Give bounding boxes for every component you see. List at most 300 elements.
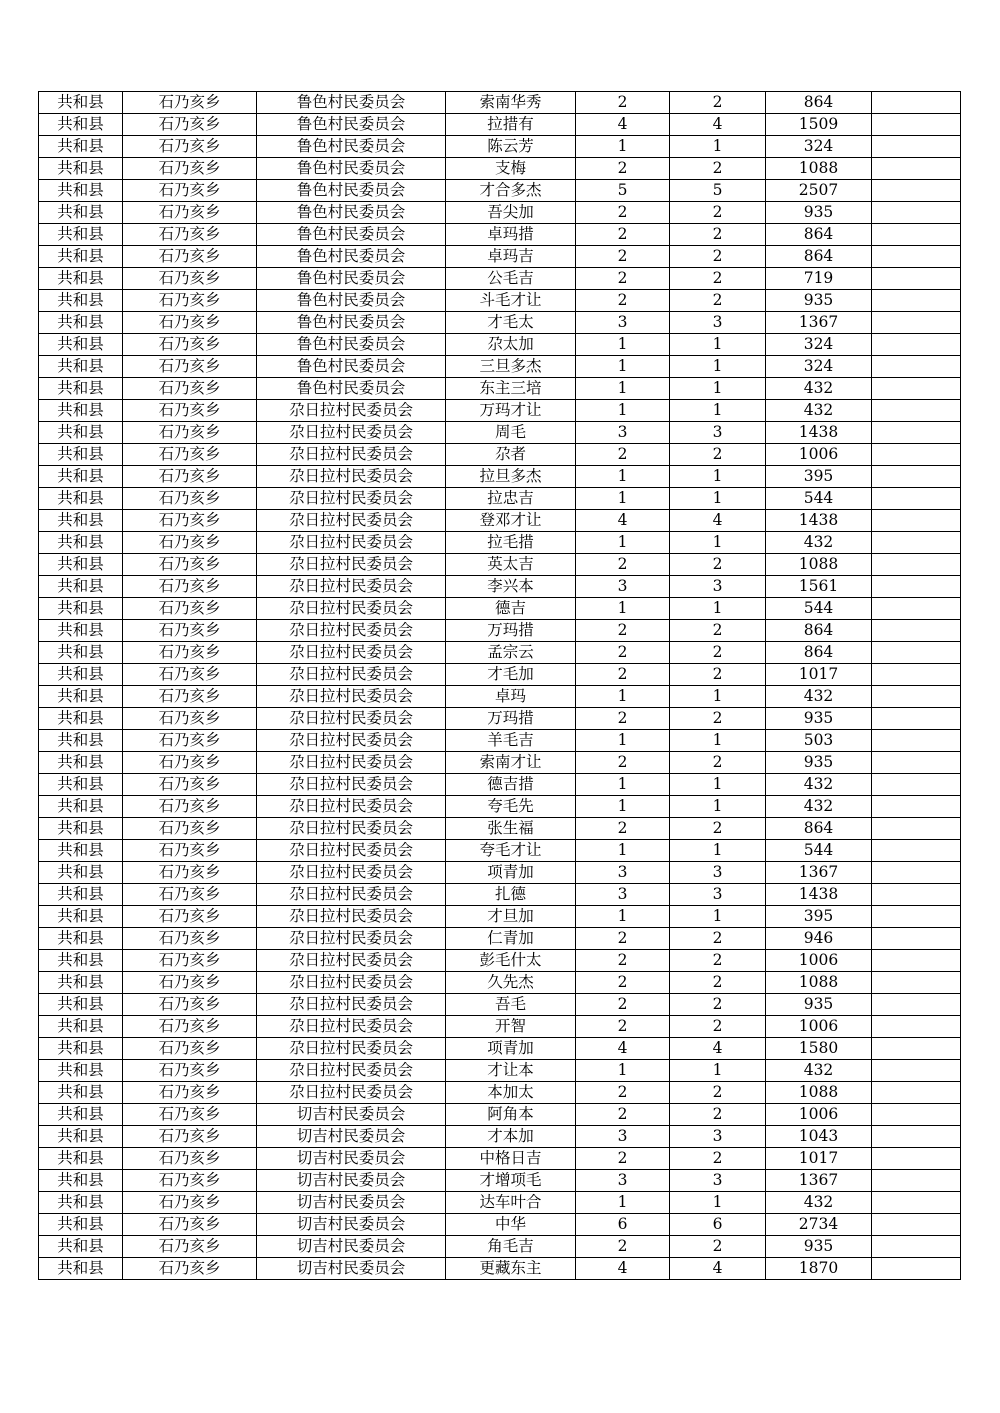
village-committee-cell: 尕日拉村民委员会 (257, 1038, 446, 1060)
person-count-cell: 2 (670, 1082, 766, 1104)
remarks-cell (872, 1060, 961, 1082)
county-cell: 共和县 (39, 928, 123, 950)
name-cell: 才本加 (446, 1126, 576, 1148)
table-row (39, 444, 961, 466)
county-cell: 共和县 (39, 510, 123, 532)
table-row (39, 1038, 961, 1060)
name-cell: 夸毛先 (446, 796, 576, 818)
remarks-cell (872, 290, 961, 312)
remarks-cell (872, 774, 961, 796)
name-cell: 拉措有 (446, 114, 576, 136)
person-count-cell: 2 (670, 1016, 766, 1038)
remarks-cell (872, 1214, 961, 1236)
village-committee-cell: 切吉村民委员会 (257, 1214, 446, 1236)
name-cell: 项青加 (446, 1038, 576, 1060)
remarks-cell (872, 1038, 961, 1060)
amount-cell: 1509 (766, 114, 872, 136)
table-row (39, 1192, 961, 1214)
county-cell: 共和县 (39, 290, 123, 312)
person-count-cell: 6 (670, 1214, 766, 1236)
person-count-cell: 1 (670, 334, 766, 356)
county-cell: 共和县 (39, 466, 123, 488)
remarks-cell (872, 378, 961, 400)
remarks-cell (872, 950, 961, 972)
name-cell: 卓玛吉 (446, 246, 576, 268)
name-cell: 卓玛措 (446, 224, 576, 246)
amount-cell: 1438 (766, 884, 872, 906)
village-committee-cell: 尕日拉村民委员会 (257, 422, 446, 444)
county-cell: 共和县 (39, 422, 123, 444)
remarks-cell (872, 796, 961, 818)
person-count-cell: 3 (670, 884, 766, 906)
table-row (39, 906, 961, 928)
amount-cell: 544 (766, 840, 872, 862)
township-cell: 石乃亥乡 (123, 1214, 257, 1236)
table-row (39, 1214, 961, 1236)
remarks-cell (872, 532, 961, 554)
township-cell: 石乃亥乡 (123, 620, 257, 642)
person-count-cell: 2 (670, 752, 766, 774)
county-cell: 共和县 (39, 972, 123, 994)
remarks-cell (872, 686, 961, 708)
name-cell: 尕太加 (446, 334, 576, 356)
household-count-cell: 1 (576, 466, 670, 488)
village-committee-cell: 鲁色村民委员会 (257, 378, 446, 400)
person-count-cell: 2 (670, 1148, 766, 1170)
table-row (39, 994, 961, 1016)
amount-cell: 432 (766, 378, 872, 400)
township-cell: 石乃亥乡 (123, 466, 257, 488)
name-cell: 拉忠吉 (446, 488, 576, 510)
person-count-cell: 2 (670, 708, 766, 730)
household-count-cell: 2 (576, 818, 670, 840)
table-row (39, 708, 961, 730)
village-committee-cell: 尕日拉村民委员会 (257, 1082, 446, 1104)
village-committee-cell: 切吉村民委员会 (257, 1236, 446, 1258)
person-count-cell: 1 (670, 730, 766, 752)
household-count-cell: 1 (576, 774, 670, 796)
name-cell: 扎德 (446, 884, 576, 906)
county-cell: 共和县 (39, 686, 123, 708)
village-committee-cell: 鲁色村民委员会 (257, 202, 446, 224)
village-committee-cell: 尕日拉村民委员会 (257, 466, 446, 488)
person-count-cell: 5 (670, 180, 766, 202)
township-cell: 石乃亥乡 (123, 92, 257, 114)
county-cell: 共和县 (39, 1016, 123, 1038)
person-count-cell: 4 (670, 114, 766, 136)
village-committee-cell: 尕日拉村民委员会 (257, 400, 446, 422)
county-cell: 共和县 (39, 906, 123, 928)
township-cell: 石乃亥乡 (123, 334, 257, 356)
amount-cell: 864 (766, 818, 872, 840)
county-cell: 共和县 (39, 818, 123, 840)
township-cell: 石乃亥乡 (123, 290, 257, 312)
household-count-cell: 3 (576, 862, 670, 884)
village-committee-cell: 尕日拉村民委员会 (257, 620, 446, 642)
township-cell: 石乃亥乡 (123, 1104, 257, 1126)
village-committee-cell: 切吉村民委员会 (257, 1148, 446, 1170)
amount-cell: 1017 (766, 664, 872, 686)
township-cell: 石乃亥乡 (123, 400, 257, 422)
village-committee-cell: 尕日拉村民委员会 (257, 664, 446, 686)
township-cell: 石乃亥乡 (123, 1038, 257, 1060)
name-cell: 彭毛什太 (446, 950, 576, 972)
person-count-cell: 3 (670, 312, 766, 334)
name-cell: 项青加 (446, 862, 576, 884)
county-cell: 共和县 (39, 620, 123, 642)
amount-cell: 544 (766, 598, 872, 620)
amount-cell: 1017 (766, 1148, 872, 1170)
township-cell: 石乃亥乡 (123, 884, 257, 906)
household-count-cell: 3 (576, 312, 670, 334)
household-count-cell: 2 (576, 224, 670, 246)
name-cell: 更藏东主 (446, 1258, 576, 1280)
village-committee-cell: 鲁色村民委员会 (257, 356, 446, 378)
remarks-cell (872, 642, 961, 664)
remarks-cell (872, 928, 961, 950)
remarks-cell (872, 114, 961, 136)
household-count-cell: 1 (576, 136, 670, 158)
township-cell: 石乃亥乡 (123, 972, 257, 994)
township-cell: 石乃亥乡 (123, 576, 257, 598)
name-cell: 开智 (446, 1016, 576, 1038)
village-committee-cell: 切吉村民委员会 (257, 1258, 446, 1280)
county-cell: 共和县 (39, 1148, 123, 1170)
village-committee-cell: 切吉村民委员会 (257, 1170, 446, 1192)
name-cell: 角毛吉 (446, 1236, 576, 1258)
household-count-cell: 2 (576, 92, 670, 114)
remarks-cell (872, 136, 961, 158)
remarks-cell (872, 752, 961, 774)
remarks-cell (872, 246, 961, 268)
village-committee-cell: 鲁色村民委员会 (257, 334, 446, 356)
person-count-cell: 2 (670, 224, 766, 246)
county-cell: 共和县 (39, 1258, 123, 1280)
name-cell: 德吉 (446, 598, 576, 620)
village-committee-cell: 尕日拉村民委员会 (257, 598, 446, 620)
person-count-cell: 3 (670, 1126, 766, 1148)
name-cell: 万玛措 (446, 620, 576, 642)
person-count-cell: 1 (670, 796, 766, 818)
remarks-cell (872, 158, 961, 180)
household-count-cell: 2 (576, 1082, 670, 1104)
county-cell: 共和县 (39, 1082, 123, 1104)
name-cell: 拉毛措 (446, 532, 576, 554)
person-count-cell: 3 (670, 862, 766, 884)
remarks-cell (872, 1148, 961, 1170)
person-count-cell: 2 (670, 158, 766, 180)
county-cell: 共和县 (39, 532, 123, 554)
household-count-cell: 1 (576, 1060, 670, 1082)
name-cell: 东主三培 (446, 378, 576, 400)
village-committee-cell: 鲁色村民委员会 (257, 136, 446, 158)
county-cell: 共和县 (39, 576, 123, 598)
county-cell: 共和县 (39, 334, 123, 356)
table-row (39, 664, 961, 686)
township-cell: 石乃亥乡 (123, 444, 257, 466)
county-cell: 共和县 (39, 1060, 123, 1082)
person-count-cell: 3 (670, 422, 766, 444)
village-committee-cell: 鲁色村民委员会 (257, 246, 446, 268)
household-count-cell: 1 (576, 686, 670, 708)
village-committee-cell: 鲁色村民委员会 (257, 114, 446, 136)
name-cell: 三旦多杰 (446, 356, 576, 378)
county-cell: 共和县 (39, 708, 123, 730)
remarks-cell (872, 620, 961, 642)
county-cell: 共和县 (39, 862, 123, 884)
amount-cell: 432 (766, 1192, 872, 1214)
village-committee-cell: 鲁色村民委员会 (257, 312, 446, 334)
remarks-cell (872, 576, 961, 598)
table-row (39, 598, 961, 620)
table-row (39, 334, 961, 356)
table-row (39, 488, 961, 510)
name-cell: 尕者 (446, 444, 576, 466)
county-cell: 共和县 (39, 180, 123, 202)
village-committee-cell: 尕日拉村民委员会 (257, 840, 446, 862)
village-committee-cell: 尕日拉村民委员会 (257, 532, 446, 554)
name-cell: 万玛措 (446, 708, 576, 730)
village-committee-cell: 尕日拉村民委员会 (257, 488, 446, 510)
amount-cell: 1367 (766, 1170, 872, 1192)
name-cell: 斗毛才让 (446, 290, 576, 312)
township-cell: 石乃亥乡 (123, 202, 257, 224)
remarks-cell (872, 730, 961, 752)
amount-cell: 503 (766, 730, 872, 752)
table-row (39, 136, 961, 158)
person-count-cell: 4 (670, 1258, 766, 1280)
name-cell: 羊毛吉 (446, 730, 576, 752)
household-count-cell: 1 (576, 1192, 670, 1214)
household-count-cell: 5 (576, 180, 670, 202)
household-count-cell: 4 (576, 510, 670, 532)
household-count-cell: 2 (576, 620, 670, 642)
village-committee-cell: 尕日拉村民委员会 (257, 642, 446, 664)
amount-cell: 1006 (766, 1016, 872, 1038)
name-cell: 拉旦多杰 (446, 466, 576, 488)
village-committee-cell: 尕日拉村民委员会 (257, 1060, 446, 1082)
township-cell: 石乃亥乡 (123, 246, 257, 268)
household-count-cell: 1 (576, 906, 670, 928)
name-cell: 索南才让 (446, 752, 576, 774)
household-count-cell: 2 (576, 950, 670, 972)
county-cell: 共和县 (39, 752, 123, 774)
county-cell: 共和县 (39, 114, 123, 136)
household-count-cell: 1 (576, 598, 670, 620)
name-cell: 索南华秀 (446, 92, 576, 114)
person-count-cell: 1 (670, 598, 766, 620)
remarks-cell (872, 312, 961, 334)
remarks-cell (872, 466, 961, 488)
remarks-cell (872, 224, 961, 246)
township-cell: 石乃亥乡 (123, 114, 257, 136)
person-count-cell: 4 (670, 510, 766, 532)
amount-cell: 1438 (766, 510, 872, 532)
person-count-cell: 1 (670, 466, 766, 488)
household-count-cell: 1 (576, 378, 670, 400)
amount-cell: 1006 (766, 444, 872, 466)
township-cell: 石乃亥乡 (123, 1082, 257, 1104)
amount-cell: 1870 (766, 1258, 872, 1280)
county-cell: 共和县 (39, 774, 123, 796)
table-body (39, 92, 961, 1280)
amount-cell: 324 (766, 136, 872, 158)
household-count-cell: 2 (576, 1148, 670, 1170)
table-row (39, 356, 961, 378)
township-cell: 石乃亥乡 (123, 950, 257, 972)
amount-cell: 1367 (766, 862, 872, 884)
table-row (39, 928, 961, 950)
township-cell: 石乃亥乡 (123, 532, 257, 554)
table-row (39, 818, 961, 840)
amount-cell: 1043 (766, 1126, 872, 1148)
table-row (39, 730, 961, 752)
person-count-cell: 2 (670, 1104, 766, 1126)
table-row (39, 400, 961, 422)
person-count-cell: 1 (670, 378, 766, 400)
name-cell: 公毛吉 (446, 268, 576, 290)
village-committee-cell: 尕日拉村民委员会 (257, 928, 446, 950)
person-count-cell: 2 (670, 554, 766, 576)
township-cell: 石乃亥乡 (123, 180, 257, 202)
amount-cell: 395 (766, 466, 872, 488)
township-cell: 石乃亥乡 (123, 928, 257, 950)
household-count-cell: 1 (576, 400, 670, 422)
person-count-cell: 1 (670, 1192, 766, 1214)
table-row (39, 752, 961, 774)
name-cell: 才毛加 (446, 664, 576, 686)
person-count-cell: 1 (670, 356, 766, 378)
township-cell: 石乃亥乡 (123, 774, 257, 796)
name-cell: 李兴本 (446, 576, 576, 598)
name-cell: 卓玛 (446, 686, 576, 708)
township-cell: 石乃亥乡 (123, 488, 257, 510)
table-row (39, 180, 961, 202)
remarks-cell (872, 598, 961, 620)
county-cell: 共和县 (39, 796, 123, 818)
remarks-cell (872, 356, 961, 378)
person-count-cell: 1 (670, 774, 766, 796)
township-cell: 石乃亥乡 (123, 862, 257, 884)
township-cell: 石乃亥乡 (123, 224, 257, 246)
person-count-cell: 2 (670, 1236, 766, 1258)
township-cell: 石乃亥乡 (123, 356, 257, 378)
person-count-cell: 2 (670, 268, 766, 290)
household-count-cell: 2 (576, 928, 670, 950)
table-row (39, 884, 961, 906)
remarks-cell (872, 1082, 961, 1104)
county-cell: 共和县 (39, 268, 123, 290)
household-count-cell: 1 (576, 532, 670, 554)
township-cell: 石乃亥乡 (123, 730, 257, 752)
county-cell: 共和县 (39, 1126, 123, 1148)
remarks-cell (872, 400, 961, 422)
table-row (39, 158, 961, 180)
person-count-cell: 2 (670, 972, 766, 994)
village-committee-cell: 鲁色村民委员会 (257, 180, 446, 202)
household-count-cell: 4 (576, 1258, 670, 1280)
remarks-cell (872, 510, 961, 532)
amount-cell: 432 (766, 796, 872, 818)
table-row (39, 532, 961, 554)
county-cell: 共和县 (39, 1170, 123, 1192)
table-row (39, 1104, 961, 1126)
village-committee-cell: 尕日拉村民委员会 (257, 994, 446, 1016)
village-committee-cell: 尕日拉村民委员会 (257, 884, 446, 906)
household-count-cell: 1 (576, 840, 670, 862)
county-cell: 共和县 (39, 950, 123, 972)
township-cell: 石乃亥乡 (123, 268, 257, 290)
township-cell: 石乃亥乡 (123, 686, 257, 708)
amount-cell: 324 (766, 334, 872, 356)
township-cell: 石乃亥乡 (123, 994, 257, 1016)
remarks-cell (872, 92, 961, 114)
table-row (39, 202, 961, 224)
person-count-cell: 1 (670, 906, 766, 928)
county-cell: 共和县 (39, 202, 123, 224)
township-cell: 石乃亥乡 (123, 840, 257, 862)
household-count-cell: 3 (576, 1170, 670, 1192)
county-cell: 共和县 (39, 1038, 123, 1060)
township-cell: 石乃亥乡 (123, 158, 257, 180)
amount-cell: 935 (766, 202, 872, 224)
name-cell: 张生福 (446, 818, 576, 840)
table-row (39, 268, 961, 290)
county-cell: 共和县 (39, 994, 123, 1016)
table-row (39, 466, 961, 488)
household-count-cell: 2 (576, 158, 670, 180)
remarks-cell (872, 488, 961, 510)
village-committee-cell: 尕日拉村民委员会 (257, 950, 446, 972)
table-row (39, 1060, 961, 1082)
household-count-cell: 3 (576, 576, 670, 598)
remarks-cell (872, 1104, 961, 1126)
household-count-cell: 2 (576, 708, 670, 730)
amount-cell: 432 (766, 774, 872, 796)
person-count-cell: 1 (670, 1060, 766, 1082)
household-count-cell: 4 (576, 114, 670, 136)
township-cell: 石乃亥乡 (123, 598, 257, 620)
township-cell: 石乃亥乡 (123, 1192, 257, 1214)
village-committee-cell: 尕日拉村民委员会 (257, 554, 446, 576)
amount-cell: 935 (766, 752, 872, 774)
village-committee-cell: 尕日拉村民委员会 (257, 862, 446, 884)
person-count-cell: 2 (670, 92, 766, 114)
household-count-cell: 2 (576, 664, 670, 686)
name-cell: 才旦加 (446, 906, 576, 928)
household-count-cell: 1 (576, 356, 670, 378)
county-cell: 共和县 (39, 136, 123, 158)
person-count-cell: 2 (670, 928, 766, 950)
household-count-cell: 2 (576, 752, 670, 774)
person-count-cell: 2 (670, 950, 766, 972)
township-cell: 石乃亥乡 (123, 1148, 257, 1170)
person-count-cell: 1 (670, 532, 766, 554)
remarks-cell (872, 708, 961, 730)
name-cell: 久先杰 (446, 972, 576, 994)
amount-cell: 935 (766, 1236, 872, 1258)
person-count-cell: 1 (670, 136, 766, 158)
table-row (39, 840, 961, 862)
household-count-cell: 1 (576, 334, 670, 356)
county-cell: 共和县 (39, 400, 123, 422)
remarks-cell (872, 818, 961, 840)
household-count-cell: 1 (576, 796, 670, 818)
name-cell: 德吉措 (446, 774, 576, 796)
township-cell: 石乃亥乡 (123, 708, 257, 730)
county-cell: 共和县 (39, 554, 123, 576)
village-committee-cell: 切吉村民委员会 (257, 1192, 446, 1214)
